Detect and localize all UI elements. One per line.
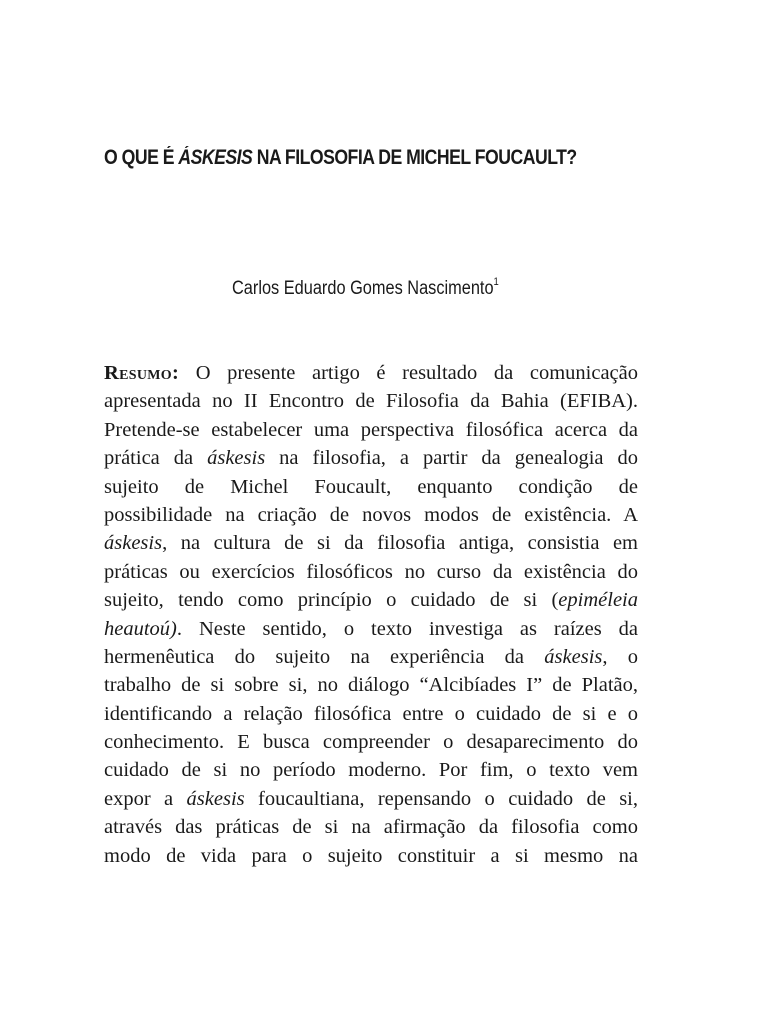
abstract-line	[104, 558, 638, 586]
italic-term: áskesis	[104, 532, 163, 555]
author-line	[232, 278, 499, 300]
abstract-line	[104, 416, 638, 444]
italic-term: epiméleia	[558, 589, 638, 612]
text-segment: O presente artigo é resultado da comunicação	[179, 362, 638, 384]
abstract-line	[104, 387, 638, 415]
abstract-line	[104, 615, 638, 643]
text-segment: sujeito, tendo como princípio o cuidado de si (	[104, 589, 559, 612]
text-segment: modo de vida para o sujeito constituir a si mesmo na	[104, 844, 638, 867]
text-segment: apresentada no II Encontro de Filosofia da Bahia (EFIBA).	[104, 390, 638, 413]
abstract-label: Resumo:	[104, 362, 180, 384]
text-segment: conhecimento. E busca compreender o desaparecimento do	[104, 731, 638, 754]
italic-term: áskesis	[207, 447, 266, 470]
abstract-line	[104, 728, 638, 756]
abstract-paragraph	[104, 359, 638, 870]
text-segment: , o	[602, 645, 639, 668]
abstract-line	[104, 643, 638, 671]
text-segment: possibilidade na criação de novos modos de existência. A	[104, 503, 638, 526]
text-segment: , na cultura de si da filosofia antiga, consistia em	[162, 532, 638, 555]
text-segment: identificando a relação filosófica entre o cuidado de si e o	[104, 702, 638, 725]
abstract-line	[104, 529, 638, 557]
abstract-line	[104, 444, 638, 472]
abstract-line	[104, 671, 638, 699]
italic-term: áskesis	[544, 645, 603, 668]
abstract-line	[104, 586, 638, 614]
text-segment: trabalho de si sobre si, no diálogo “Alcibíades I” de Platão,	[104, 674, 638, 697]
abstract-line	[104, 813, 638, 841]
abstract-line	[104, 473, 638, 501]
text-segment: na filosofia, a partir da genealogia do	[265, 447, 638, 470]
text-segment: através das práticas de si na afirmação da filosofia como	[104, 816, 638, 839]
text-segment: cuidado de si no período moderno. Por fim, o texto vem	[104, 759, 638, 782]
text-segment: foucaultiana, repensando o cuidado de si,	[244, 787, 638, 810]
title-part-2: NA FILOSOFIA DE MICHEL FOUCAULT?	[252, 146, 577, 169]
italic-term: áskesis	[186, 787, 245, 810]
article-title	[104, 146, 608, 170]
text-segment: prática da	[104, 447, 208, 470]
text-segment: Pretende-se estabelecer uma perspectiva filosófica acerca da	[104, 418, 638, 441]
footnote-mark: 1	[493, 276, 499, 288]
text-segment: expor a	[104, 787, 187, 810]
italic-term: heautoú)	[104, 617, 177, 640]
author-name: Carlos Eduardo Gomes Nascimento	[232, 278, 494, 299]
text-segment: sujeito de Michel Foucault, enquanto condição de	[104, 475, 638, 498]
title-part-1: O QUE É	[104, 146, 179, 169]
abstract-line	[104, 842, 638, 870]
abstract-line	[104, 756, 638, 784]
abstract-line	[104, 501, 638, 529]
title-italic-term: ÁSKESIS	[178, 146, 253, 169]
abstract-line	[104, 359, 638, 387]
text-segment: hermenêutica do sujeito na experiência da	[104, 645, 545, 668]
text-segment: práticas ou exercícios filosóficos no curso da existência do	[104, 560, 638, 583]
abstract-line	[104, 700, 638, 728]
abstract-line	[104, 785, 638, 813]
text-segment: . Neste sentido, o texto investiga as raízes da	[176, 617, 638, 640]
